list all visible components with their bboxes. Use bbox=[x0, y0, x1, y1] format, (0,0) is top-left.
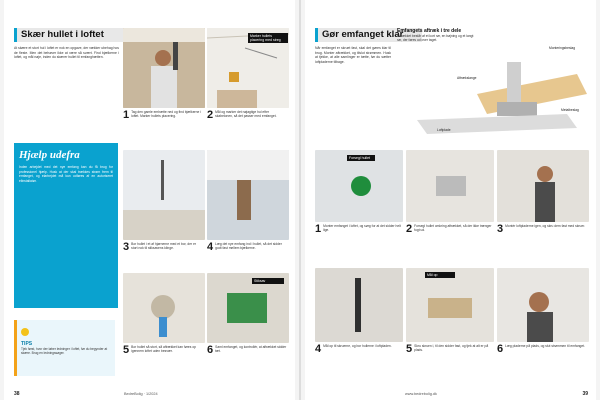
step-2-caption bbox=[207, 110, 287, 121]
tip-title: TIPS bbox=[21, 341, 33, 347]
diagram-label-3: Metalbeslag bbox=[561, 108, 579, 112]
photo-step-1 bbox=[123, 28, 205, 108]
photo-label-d: Mål op bbox=[425, 272, 455, 278]
step-3-text: Bor hullet i et af hjørnerne med et bor, der er stort nok til stiksavens klinge. bbox=[131, 242, 196, 251]
step-4-number: 4 bbox=[207, 241, 214, 253]
diagram-label-4: Loftplade bbox=[437, 128, 451, 132]
photo-r-step-6 bbox=[497, 268, 589, 342]
help-text: Inden arbejdet med det nye emfang kan du få brug for professionel hjælp. Husk at der skal trækkes strøm frem til emfanget, og elarbejdet må kun udføres af en autoriseret elinstallatør. bbox=[19, 165, 113, 183]
r-step-4-caption bbox=[315, 344, 401, 355]
section-header-right: Gør emfanget klar bbox=[315, 28, 422, 42]
page-number-left: 38 bbox=[14, 391, 20, 397]
section-header-left: Skær hullet i loftet bbox=[14, 28, 123, 42]
right-page bbox=[305, 0, 596, 400]
step-4-text: Læg det nye emfang ind i hullet, så det sidder godt fast mellem bjælkerne. bbox=[215, 242, 282, 251]
diagram-text: Aftrækket består af et kort rør, en bøjning og et langt rør, der føres ud over taget. bbox=[397, 34, 474, 43]
r-step-3-text: Montér loftpladerne igen, og skru dem fast med skruer. bbox=[505, 224, 586, 228]
help-header: Hjælp udefra bbox=[19, 149, 80, 161]
step-4-caption bbox=[207, 242, 287, 253]
r-step-4-number: 4 bbox=[315, 343, 322, 355]
exhaust-diagram bbox=[397, 28, 589, 146]
r-step-1-number: 1 bbox=[315, 223, 322, 235]
photo-step-3 bbox=[123, 150, 205, 240]
photo-r-step-2 bbox=[406, 150, 494, 222]
tip-box bbox=[14, 320, 115, 376]
photo-label-a: Marker hullets placering med streg bbox=[248, 33, 288, 43]
step-5-caption bbox=[123, 345, 203, 356]
footer-left: BedreBolig · 1/2024 bbox=[124, 392, 158, 396]
help-box bbox=[14, 143, 118, 308]
diagram-graphic bbox=[397, 54, 589, 144]
photo-r-step-4 bbox=[315, 268, 403, 342]
step-1-text: Tag den gamle emhætte ned og find bjælkerne i loftet. Marker hullets placering. bbox=[131, 110, 201, 119]
r-step-5-number: 5 bbox=[406, 343, 413, 355]
step-6-number: 6 bbox=[207, 344, 214, 356]
step-2-number: 2 bbox=[207, 109, 214, 121]
step-2-text: Mål og marker det nøjagtige hul efter skabelonen, så det passer med emfanget. bbox=[215, 110, 277, 119]
photo-label-c: Forsegl hullet bbox=[347, 155, 375, 161]
photo-step-5 bbox=[123, 273, 205, 343]
r-step-2-caption bbox=[406, 224, 492, 235]
diagram-label-1: Monteringsbeslag bbox=[549, 46, 576, 50]
r-step-2-number: 2 bbox=[406, 223, 413, 235]
step-5-number: 5 bbox=[123, 344, 130, 356]
r-step-5-caption bbox=[406, 344, 492, 355]
photo-r-step-3 bbox=[497, 150, 589, 222]
r-step-3-caption bbox=[497, 224, 587, 235]
r-step-2-text: Forsegl hullet omkring aftrækket, så der ikke trænger fugt ud. bbox=[414, 224, 492, 233]
r-step-1-text: Monter emfanget i loftet, og sørg for at det sidder helt lige. bbox=[323, 224, 401, 233]
r-step-3-number: 3 bbox=[497, 223, 504, 235]
photo-step-4 bbox=[207, 150, 289, 240]
diagram-label-2: Aftrækslange bbox=[457, 76, 477, 80]
gutter bbox=[299, 0, 301, 400]
footer-right: www.bedrebolig.dk bbox=[405, 392, 437, 396]
left-page bbox=[4, 0, 295, 400]
r-step-6-number: 6 bbox=[497, 343, 504, 355]
step-6-caption bbox=[207, 345, 287, 356]
page-number-right: 39 bbox=[582, 391, 588, 397]
intro-text-right: Når emfanget er skruet fast, skal det gøres klar til brug. Monter aftrækket, og tilslut strømmen. Husk at tjekke, at alle samlinger er tætte, før du sætter loftpladerne tilbage. bbox=[315, 46, 391, 64]
step-5-text: Bor hullet så stort, så aftrækket kan føres op igennem loftet uden besvær. bbox=[131, 345, 196, 354]
tip-text: Tjek først, hvor der løber ledninger i loftet, før du begynder at skære. Brug en ledningssøger. bbox=[21, 347, 108, 356]
step-3-number: 3 bbox=[123, 241, 130, 253]
intro-text-left: At skære et stort hul i loftet er nok en opgave, der vækker ubehag hos de fleste. Men det behøver ikke at være så svært. Find bjælkerne i loftet, og mål nøje, inden du skærer hullet til emfanghætten. bbox=[14, 46, 119, 60]
r-step-6-caption bbox=[497, 344, 587, 355]
step-1-caption bbox=[123, 110, 203, 121]
step-1-number: 1 bbox=[123, 109, 130, 121]
lightbulb-icon bbox=[21, 328, 29, 336]
r-step-4-text: Mål op til skruerne, og bor hullerne i loftpladen. bbox=[323, 344, 392, 348]
photo-label-b: Stiksav bbox=[252, 278, 284, 284]
r-step-1-caption bbox=[315, 224, 401, 235]
step-3-caption bbox=[123, 242, 203, 253]
diagram-title: Emfangets aftræk i tre dele bbox=[397, 28, 462, 34]
r-step-6-text: Læg pladerne på plads, og slut strømmen til emfanget. bbox=[505, 344, 586, 348]
photo-r-step-5 bbox=[406, 268, 494, 342]
step-6-text: Saml emfanget, og kontrollér, at aftrækket sidder tæt. bbox=[215, 345, 287, 354]
r-step-5-text: Skru skruen i, til den sidder fast, og tjek at alt er på plads. bbox=[414, 344, 489, 353]
